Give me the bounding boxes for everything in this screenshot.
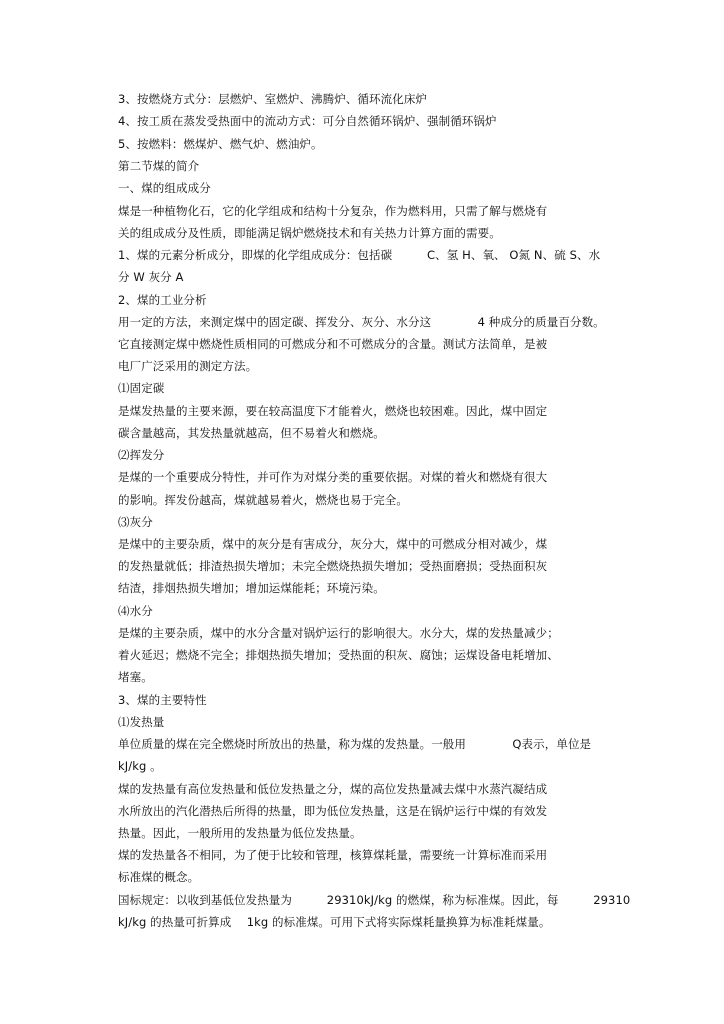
item-heading: ⑷水分 (118, 604, 153, 618)
text-line: 3、按燃烧方式分：层燃炉、室燃炉、沸腾炉、循环流化床炉 (118, 92, 428, 106)
text-line: 5、按燃料：燃煤炉、燃气炉、燃油炉。 (118, 137, 323, 151)
text-line: 碳含量越高，其发热量就越高，但不易着火和燃烧。 (118, 426, 385, 440)
text-line: 关的组成成分及性质，即能满足锅炉燃烧技术和有关热力计算方面的需要。 (118, 226, 501, 240)
subsection-heading: 3、煤的主要特性 (118, 693, 207, 707)
text-line: 是煤发热量的主要来源，要在较高温度下才能着火，燃烧也较困难。因此，煤中固定 (118, 404, 548, 418)
item-heading: ⑴固定碳 (118, 381, 165, 395)
text-line: 国标规定：以收到基低位发热量为 29310kJ/kg 的燃煤，称为标准煤。因此，每 29310 (118, 893, 631, 907)
text-line: 煤是一种植物化石，它的化学组成和结构十分复杂，作为燃料用，只需了解与燃烧有 (118, 204, 548, 218)
text-line: 的影响。挥发份越高，煤就越易着火，燃烧也易于完全。 (118, 493, 408, 507)
item-heading: ⑴发热量 (118, 715, 165, 729)
item-heading: ⑵挥发分 (118, 448, 165, 462)
text-line: 它直接测定煤中燃烧性质相同的可燃成分和不可燃成分的含量。测试方法简单，是被 (118, 337, 548, 351)
text-line: 煤的发热量有高位发热量和低位发热量之分，煤的高位发热量减去煤中水蒸汽凝结成 (118, 782, 548, 796)
text-line: 是煤中的主要杂质，煤中的灰分是有害成分，灰分大，煤中的可燃成分相对减少，煤 (118, 537, 548, 551)
text-line: kJ/kg 。 (118, 759, 162, 773)
text-line: 4、按工质在蒸发受热面中的流动方式：可分自然循环锅炉、强制循环锅炉 (118, 114, 497, 128)
subsection-heading: 一、煤的组成成分 (118, 181, 211, 195)
text-line: 堵塞。 (118, 670, 153, 684)
text-line: 结渣，排烟热损失增加；增加运煤能耗；环境污染。 (118, 581, 385, 595)
text-line: 热量。因此，一般所用的发热量为低位发热量。 (118, 826, 362, 840)
text-line: 煤的发热量各不相同，为了便于比较和管理，核算煤耗量，需要统一计算标准而采用 (118, 848, 548, 862)
text-line: 单位质量的煤在完全燃烧时所放出的热量，称为煤的发热量。一般用 Q表示，单位是 (118, 737, 592, 751)
text-line: 的发热量就低；排渣热损失增加；未完全燃烧热损失增加；受热面磨损；受热面积灰 (118, 559, 548, 573)
text-line: 1、煤的元素分析成分，即煤的化学组成成分：包括碳 C、氢 H、氧、 O氮 N、硫 S、水 (118, 248, 601, 262)
text-line: 水所放出的汽化潜热后所得的热量，即为低位发热量，这是在锅炉运行中煤的有效发 (118, 804, 548, 818)
text-line: 电厂广泛采用的测定方法。 (118, 359, 258, 373)
text-line: kJ/kg 的热量可折算成 1kg 的标准煤。可用下式将实际煤耗量换算为标准耗煤量。 (118, 915, 551, 929)
subsection-heading: 2、煤的工业分析 (118, 293, 207, 307)
text-line: 着火延迟；燃烧不完全；排烟热损失增加；受热面的积灰、腐蚀；运煤设备电耗增加、 (118, 648, 559, 662)
text-line: 是煤的一个重要成分特性，并可作为对煤分类的重要依据。对煤的着火和燃烧有很大 (118, 470, 548, 484)
text-line: 标准煤的概念。 (118, 870, 200, 884)
text-line: 用一定的方法，来测定煤中的固定碳、挥发分、灰分、水分这 4 种成分的质量百分数。 (118, 315, 605, 329)
item-heading: ⑶灰分 (118, 515, 153, 529)
text-line: 分 W 灰分 A (118, 270, 184, 284)
text-line: 是煤的主要杂质，煤中的水分含量对锅炉运行的影响很大。水分大，煤的发热量减少； (118, 626, 559, 640)
section-heading: 第二节煤的简介 (118, 159, 200, 173)
